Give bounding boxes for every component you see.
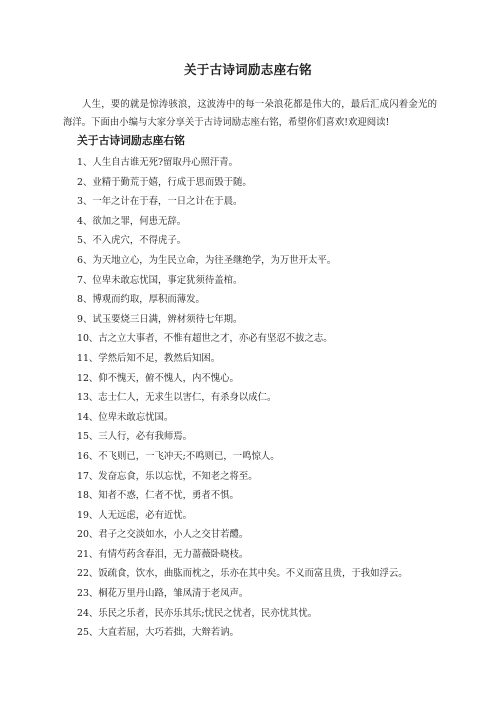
list-item: 18、知者不惑，仁者不忧，勇者不惧。: [77, 490, 239, 502]
document-title: 关于古诗词励志座右铭: [183, 62, 312, 77]
list-item: 21、有情芍药含春泪，无力蔷薇卧晓枝。: [77, 548, 249, 560]
list-item: 14、位卑未敢忘忧国。: [77, 411, 174, 423]
list-item: 7、位卑未敢忘忧国，事定犹须待盖棺。: [77, 274, 243, 286]
list-item: 23、桐花万里丹山路，雏凤清于老凤声。: [77, 588, 249, 600]
list-item: 25、大直若屈，大巧若拙，大辩若讷。: [77, 627, 239, 639]
list-item: 17、发奋忘食，乐以忘忧，不知老之将至。: [77, 470, 258, 482]
intro-paragraph: 人生，要的就是惊涛骇浪，这波涛中的每一朵浪花都是伟大的，最后汇成闪着金光的海洋。下面由小编与大家分享关于古诗词励志座右铭，希望你们喜欢!欢迎阅读!: [63, 99, 437, 128]
list-item: 13、志士仁人，无求生以害仁，有杀身以成仁。: [77, 392, 277, 404]
motto-list: [77, 153, 457, 643]
list-item: 10、古之立大事者，不惟有超世之才，亦必有坚忍不拔之志。: [77, 333, 333, 345]
list-item: 4、欲加之罪，何患无辞。: [77, 215, 187, 227]
list-item: 12、仰不愧天，俯不愧人，内不愧心。: [77, 372, 239, 384]
list-item: 19、人无远虑，必有近忧。: [77, 509, 193, 521]
list-item: 1、人生自古谁无死?留取丹心照汗青。: [77, 157, 238, 168]
list-item: 9、试玉要烧三日满，辨材须待七年期。: [77, 313, 243, 325]
list-item: 8、博观而约取，厚积而薄发。: [77, 294, 205, 306]
list-item: 3、一年之计在于春，一日之计在于晨。: [77, 196, 243, 208]
section-heading: 关于古诗词励志座右铭: [77, 134, 185, 147]
list-item: 5、不入虎穴，不得虎子。: [77, 235, 187, 247]
list-item: 2、业精于勤荒于嬉，行成于思而毁于随。: [77, 176, 252, 188]
list-item: 22、饭疏食，饮水，曲肱而枕之，乐亦在其中矣。不义而富且贵，于我如浮云。: [77, 568, 408, 580]
list-item: 11、学然后知不足，教然后知困。: [77, 352, 221, 364]
list-item: 6、为天地立心，为生民立命，为往圣继绝学，为万世开太平。: [77, 254, 337, 266]
list-item: 24、乐民之乐者，民亦乐其乐;忧民之忧者，民亦忧其忧。: [77, 607, 318, 619]
list-item: 16、不飞则已，一飞冲天;不鸣则已，一鸣惊人。: [77, 450, 280, 462]
list-item: 15、三人行，必有我师焉。: [77, 431, 193, 443]
list-item: 20、君子之交淡如水，小人之交甘若醴。: [77, 529, 249, 541]
